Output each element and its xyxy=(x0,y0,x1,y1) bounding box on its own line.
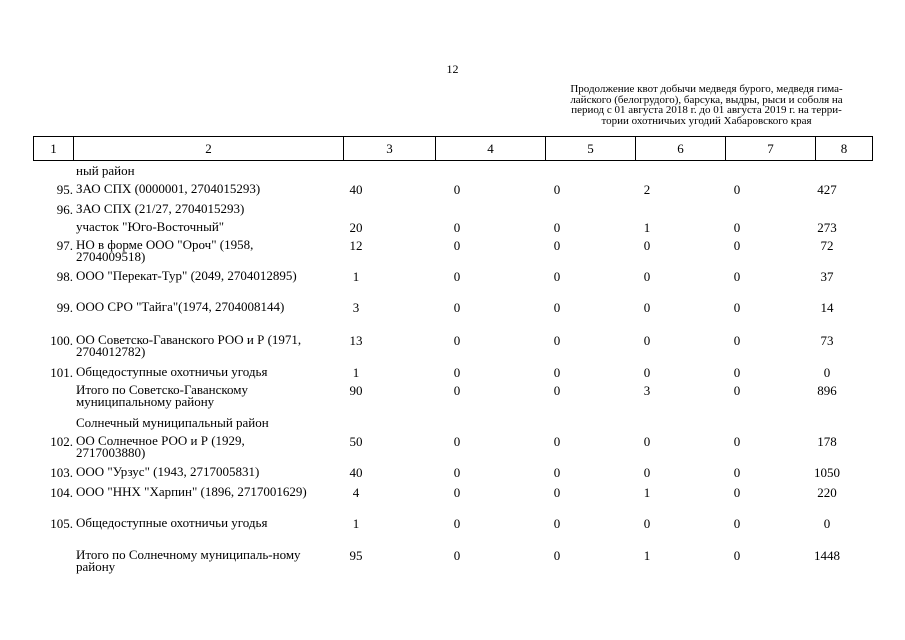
cell-col-5: 0 xyxy=(553,238,561,253)
cell-col-7: 0 xyxy=(733,383,741,398)
row-name: ОО Солнечное РОО и Р (1929, 2717003880) xyxy=(76,433,245,460)
cell-col-6: 1 xyxy=(643,548,651,563)
cell-col-5: 0 xyxy=(553,465,561,480)
column-header-2: 2 xyxy=(74,137,344,160)
cell-col-5: 0 xyxy=(553,300,561,315)
cell-col-7: 0 xyxy=(733,238,741,253)
cell-col-8: 37 xyxy=(820,269,834,284)
cell-col-6: 0 xyxy=(643,300,651,315)
cell-col-7: 0 xyxy=(733,516,741,531)
cell-col-8: 73 xyxy=(820,333,834,348)
row-name: Солнечный муниципальный район xyxy=(76,415,269,430)
table-heading xyxy=(540,84,873,126)
cell-col-3: 40 xyxy=(349,465,363,480)
row-number: 100. xyxy=(50,333,73,348)
cell-col-4: 0 xyxy=(453,465,461,480)
cell-col-6: 0 xyxy=(643,465,651,480)
cell-col-8: 1050 xyxy=(814,465,840,480)
cell-col-3: 3 xyxy=(352,300,360,315)
cell-col-6: 2 xyxy=(643,182,651,197)
cell-col-6: 0 xyxy=(643,269,651,284)
cell-col-8: 0 xyxy=(823,365,831,380)
row-name: Итого по Советско-Гаванскому муниципальному району xyxy=(76,382,249,409)
cell-col-4: 0 xyxy=(453,516,461,531)
cell-col-5: 0 xyxy=(553,333,561,348)
cell-col-5: 0 xyxy=(553,485,561,500)
row-name: ООО "Перекат-Тур" (2049, 2704012895) xyxy=(76,268,297,283)
row-number: 98. xyxy=(56,269,73,284)
heading-line: Продолжение квот добычи медведя бурого, медведя гима- xyxy=(570,83,843,95)
row-name: ЗАО СПХ (0000001, 2704015293) xyxy=(76,181,261,196)
cell-col-8: 427 xyxy=(817,182,837,197)
cell-col-7: 0 xyxy=(733,465,741,480)
cell-col-8: 220 xyxy=(817,485,837,500)
cell-col-3: 1 xyxy=(352,365,360,380)
district-name: ный район xyxy=(76,163,135,178)
row-name: Итого по Солнечному муниципаль-ному району xyxy=(76,547,301,574)
row-number: 101. xyxy=(50,365,73,380)
cell-col-4: 0 xyxy=(453,182,461,197)
cell-col-5: 0 xyxy=(553,516,561,531)
cell-col-6: 1 xyxy=(643,485,651,500)
cell-col-8: 72 xyxy=(820,238,834,253)
heading-line: лайского (белогрудого), барсука, выдры, рыси и соболя на xyxy=(570,93,843,106)
cell-col-5: 0 xyxy=(553,383,561,398)
cell-col-8: 14 xyxy=(820,300,834,315)
cell-col-7: 0 xyxy=(733,548,741,563)
cell-col-5: 0 xyxy=(553,434,561,449)
column-header-row xyxy=(33,136,873,161)
cell-col-7: 0 xyxy=(733,434,741,449)
row-name: Общедоступные охотничьи угодья xyxy=(76,364,268,379)
cell-col-3: 90 xyxy=(349,383,363,398)
cell-col-3: 12 xyxy=(349,238,363,253)
cell-col-6: 1 xyxy=(643,220,651,235)
cell-col-4: 0 xyxy=(453,269,461,284)
cell-col-7: 0 xyxy=(733,300,741,315)
cell-col-4: 0 xyxy=(453,548,461,563)
cell-col-3: 13 xyxy=(349,333,363,348)
row-number: 102. xyxy=(50,434,73,449)
row-number: 105. xyxy=(50,516,73,531)
row-name: участок "Юго-Восточный" xyxy=(76,219,225,234)
cell-col-4: 0 xyxy=(453,383,461,398)
cell-col-5: 0 xyxy=(553,220,561,235)
row-name: ООО "Урзус" (1943, 2717005831) xyxy=(76,464,260,479)
row-number: 95. xyxy=(56,182,73,197)
cell-col-7: 0 xyxy=(733,269,741,284)
cell-col-8: 178 xyxy=(817,434,837,449)
cell-col-6: 0 xyxy=(643,365,651,380)
cell-col-6: 0 xyxy=(643,333,651,348)
heading-line: период с 01 августа 2018 г. до 01 августа 2019 г. на терри- xyxy=(571,104,842,116)
column-header-1: 1 xyxy=(34,137,74,160)
cell-col-5: 0 xyxy=(553,548,561,563)
column-header-8: 8 xyxy=(840,141,848,156)
row-number: 96. xyxy=(56,202,73,217)
column-header-3: 3 xyxy=(344,137,436,160)
row-name: НО в форме ООО "Ороч" (1958, 2704009518) xyxy=(76,237,254,264)
cell-col-7: 0 xyxy=(733,485,741,500)
cell-col-3: 4 xyxy=(352,485,360,500)
cell-col-7: 0 xyxy=(733,365,741,380)
cell-col-8: 273 xyxy=(817,220,837,235)
cell-col-7: 0 xyxy=(733,220,741,235)
row-name: ЗАО СПХ (21/27, 2704015293) xyxy=(76,201,245,216)
cell-col-3: 20 xyxy=(349,220,363,235)
cell-col-8: 0 xyxy=(823,516,831,531)
row-number: 104. xyxy=(50,485,73,500)
cell-col-6: 3 xyxy=(643,383,651,398)
cell-col-3: 95 xyxy=(349,548,363,563)
cell-col-6: 0 xyxy=(643,238,651,253)
row-name: ООО СРО "Тайга"(1974, 2704008144) xyxy=(76,299,285,314)
cell-col-3: 1 xyxy=(352,516,360,531)
row-name: Общедоступные охотничьи угодья xyxy=(76,515,268,530)
cell-col-3: 40 xyxy=(349,182,363,197)
cell-col-8: 1448 xyxy=(814,548,840,563)
cell-col-7: 0 xyxy=(733,333,741,348)
row-name: ОО Советско-Гаванского РОО и Р (1971, 2704012782) xyxy=(76,332,302,359)
cell-col-5: 0 xyxy=(553,365,561,380)
cell-col-4: 0 xyxy=(453,333,461,348)
cell-col-4: 0 xyxy=(453,365,461,380)
cell-col-4: 0 xyxy=(453,485,461,500)
cell-col-6: 0 xyxy=(643,434,651,449)
row-number: 97. xyxy=(56,238,73,253)
row-number: 99. xyxy=(56,300,73,315)
row-number: 103. xyxy=(50,465,73,480)
column-header-5: 5 xyxy=(546,137,636,160)
cell-col-3: 1 xyxy=(352,269,360,284)
cell-col-4: 0 xyxy=(453,220,461,235)
cell-col-4: 0 xyxy=(453,238,461,253)
row-name: ООО "ННХ "Харпин" (1896, 2717001629) xyxy=(76,484,307,499)
cell-col-3: 50 xyxy=(349,434,363,449)
cell-col-5: 0 xyxy=(553,269,561,284)
column-header-4: 4 xyxy=(436,137,546,160)
cell-col-6: 0 xyxy=(643,516,651,531)
column-header-6: 6 xyxy=(636,137,726,160)
page-number: 12 xyxy=(446,62,459,76)
column-header-7: 7 xyxy=(726,137,816,160)
cell-col-4: 0 xyxy=(453,434,461,449)
cell-col-8: 896 xyxy=(817,383,837,398)
cell-col-7: 0 xyxy=(733,182,741,197)
heading-line: тории охотничьих угодий Хабаровского края xyxy=(601,114,812,127)
cell-col-5: 0 xyxy=(553,182,561,197)
cell-col-4: 0 xyxy=(453,300,461,315)
